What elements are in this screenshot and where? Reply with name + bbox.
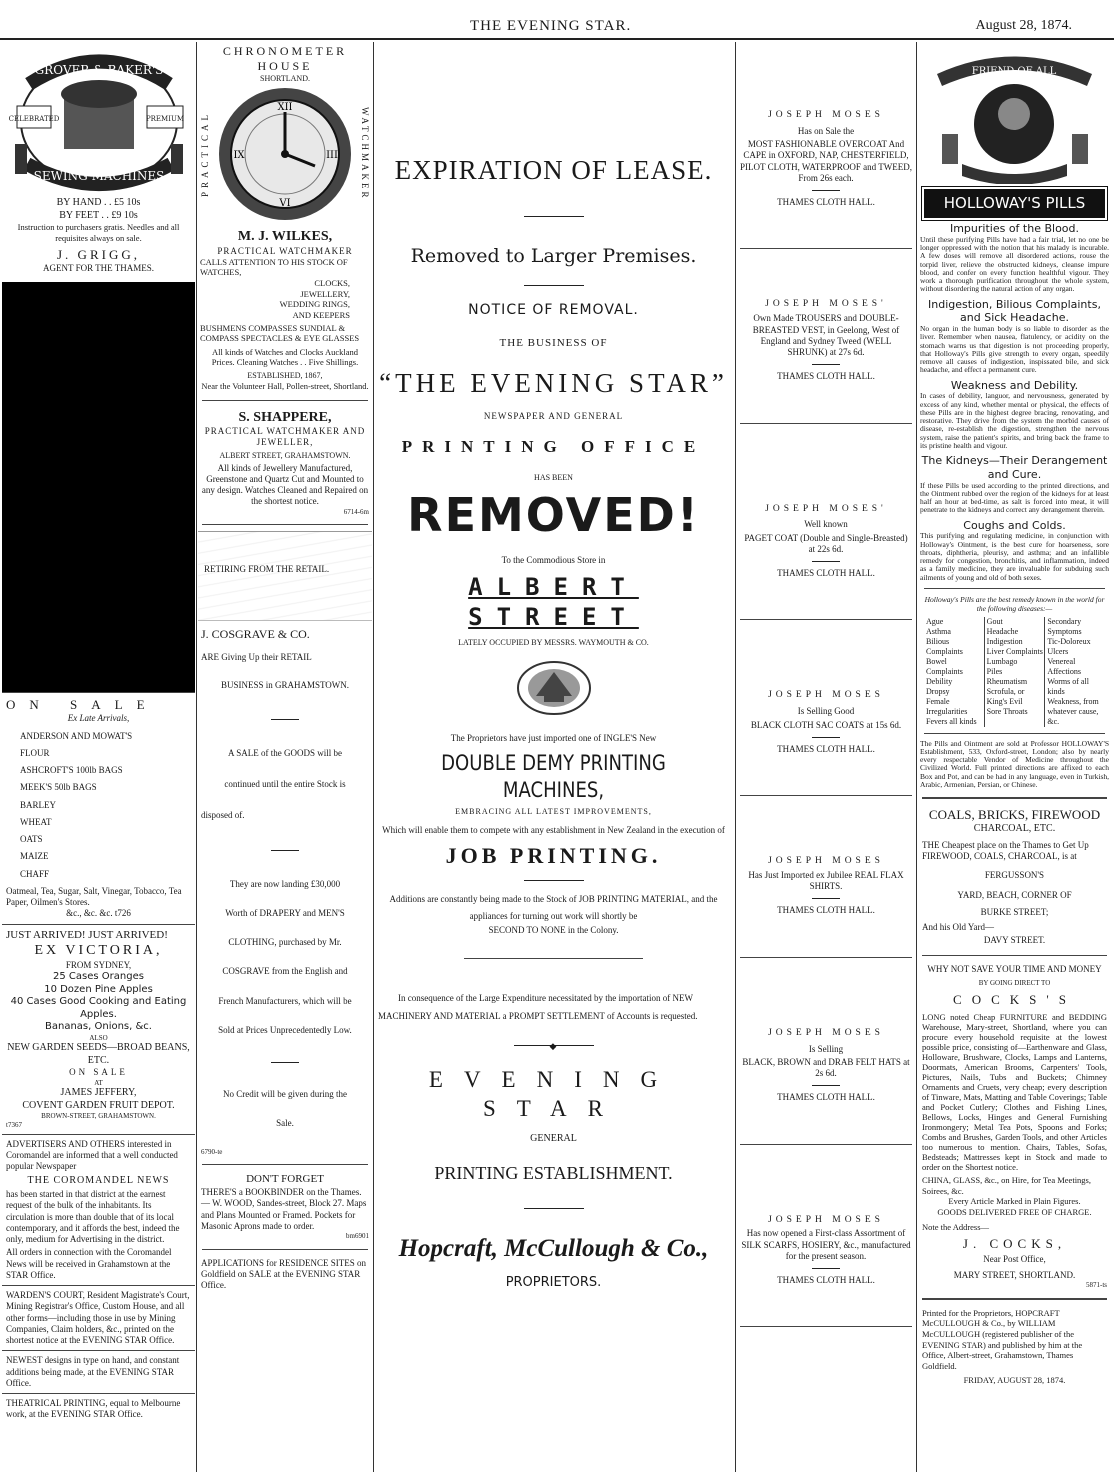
on-sale-title: ON SALE	[6, 697, 159, 712]
firm-name: Hopcraft, McCullough & Co.,	[398, 1235, 709, 1263]
rule	[812, 561, 840, 562]
printing-establishment: PRINTING ESTABLISHMENT.	[434, 1162, 673, 1183]
redacted-block	[2, 282, 195, 692]
rule	[524, 880, 584, 881]
coals-body: THE Cheapest place on the Thames to Get Up FIREWOOD, COALS, CHARCOAL, is at	[922, 839, 1089, 861]
consequence: In consequence of the Large Expenditure necessitated by the importation of NEW MACHINERY AND MATERIAL a PROMPT SETTLEMENT of Accounts is requested.	[378, 992, 698, 1021]
printing-office: PRINTING OFFICE	[401, 436, 706, 456]
moses-head: JOSEPH MOSES	[768, 1214, 884, 1225]
moses-head: JOSEPH MOSES	[768, 856, 884, 866]
additions: Additions are constantly being made to the Stock of JOB PRINTING MATERIAL, and the appliances for turning out work will shortly be	[389, 893, 718, 921]
victoria-code: t7367	[6, 1121, 22, 1129]
column-1	[2, 42, 195, 1472]
cos-line-13: Sale.	[276, 1118, 294, 1129]
disease-item: Gout	[986, 616, 1003, 626]
disease-item: Scrofula, or King's Evil	[986, 686, 1025, 706]
moses-ad	[737, 1215, 915, 1328]
victoria-line-4: Bananas, Onions, &c.	[45, 1021, 152, 1032]
coromandel-ad	[2, 1135, 195, 1286]
disease-item: Rheumatism	[986, 676, 1028, 686]
chronometer-ad	[198, 42, 372, 394]
wilkes-sub: PRACTICAL WATCHMAKER	[217, 245, 353, 256]
embracing: EMBRACING ALL LATEST IMPROVEMENTS,	[455, 806, 652, 816]
column-4	[737, 42, 915, 1472]
chrono-title: CHRONOMETER HOUSE	[222, 44, 348, 73]
svg-text:SEWING MACHINES: SEWING MACHINES	[33, 169, 164, 183]
kid-body: If these Pills be used according to the printed directions, and the Ointment rubbed over the region of the kidneys for at least half an hour at bed-time, as salt is forced into meat, it will penetrate to the kidneys and correct any derangement therein.	[920, 480, 1109, 515]
moses-foot: THAMES CLOTH HALL.	[777, 568, 875, 579]
moses-body: Has Just Imported ex Jubilee REAL FLAX SHIRTS.	[748, 869, 904, 892]
proprietors-import: The Proprietors have just imported one of INGLE'S New	[450, 733, 657, 743]
second-to-none: SECOND TO NONE in the Colony.	[488, 924, 619, 935]
disease-item: Ulcers	[1047, 646, 1069, 656]
disease-item: Female Irregularities	[926, 696, 968, 716]
adv-text: ADVERTISERS AND OTHERS interested in Coromandel are informed that a well conducted popular Newspaper	[6, 1138, 178, 1172]
disease-item: Venereal Affections	[1047, 656, 1081, 676]
victoria-line-1: 25 Cases Oranges	[53, 971, 144, 982]
victoria-also: ALSO	[89, 1033, 108, 1042]
notice-removal: NOTICE OF REMOVAL.	[468, 301, 639, 318]
wilkes-address: Near the Volunteer Hall, Pollen-street, Shortland.	[201, 381, 369, 391]
divider	[922, 1298, 1107, 1300]
masthead-title: THE EVENING STAR.	[470, 18, 632, 34]
weak-head: Weakness and Debility.	[950, 378, 1079, 392]
moses-foot: THAMES CLOTH HALL.	[777, 1092, 875, 1103]
weak-body: In cases of debility, languor, and nervousness, generated by excess of any kind, whether mental or physical, the effects of these Pills are in the highest degree bracing, renovating, and restorative. They drive from the system the morbid causes of disease, re-establish the digestion, strengthen the nervous system, raise the patient's spirits, and bring back the frame to its pristine health and vigour.	[920, 391, 1109, 450]
disease-item: Worms of all kinds	[1047, 676, 1089, 696]
moses-head: JOSEPH MOSES	[768, 110, 884, 120]
dont-forget: DON'T FORGET	[246, 1173, 324, 1186]
rule	[271, 850, 299, 851]
grigg-subtitle: AGENT FOR THE THAMES.	[42, 262, 154, 273]
shappere-name: S. SHAPPERE,	[238, 409, 332, 425]
cocks-ad	[918, 962, 1111, 1292]
on-sale-item: MEEK'S 50lb BAGS	[20, 782, 97, 793]
rule	[924, 588, 1105, 589]
warden-text: WARDEN'S COURT, Resident Magistrate's Court, Mining Registrar's Office, Custom House, and all other forms—including those in use by Mining Companies, Claim holders, &c., printed on the shortest notice at the EVENING STAR Office.	[6, 1290, 190, 1345]
svg-text:VI: VI	[279, 198, 291, 209]
list-intro: Holloway's Pills are the best remedy known in the world for the following diseases:—	[924, 594, 1105, 614]
ind-head: Indigestion, Bilious Complaints, and Sick Headache.	[928, 297, 1101, 325]
rule	[812, 1085, 840, 1086]
divider	[202, 400, 368, 401]
disease-item: Debility	[926, 676, 953, 686]
coals-ad	[918, 805, 1111, 949]
rule	[464, 958, 643, 959]
cough-body: This purifying and regulating medicine, in conjunction with Holloway's Ointment, is the best cure for hoarseness, sore throats, diphtheria, pleurisy, and asthma; and an infallible remedy for congestion, bronchitis, and inflammation, indeed as a family medicine, they are invaluable for subduing such ailments of young and old of both sexes.	[920, 531, 1109, 582]
divider	[740, 423, 912, 424]
on-sale-item: WHEAT	[20, 816, 52, 827]
rule	[271, 1062, 299, 1063]
on-sale-item: BARLEY	[20, 799, 56, 810]
victoria-line-2: 10 Dozen Pine Apples	[44, 983, 153, 995]
lately-occupied: LATELY OCCUPIED BY MESSRS. WAYMOUTH & CO.	[458, 637, 649, 647]
moses-sub: Has on Sale the	[797, 125, 855, 136]
disease-item: Tic-Doloreux	[1047, 636, 1091, 646]
job-printing: JOB PRINTING.	[445, 843, 662, 868]
disease-item: Bilious Complaints	[926, 636, 963, 656]
divider	[202, 1164, 368, 1165]
fergusson: FERGUSSON'S	[984, 870, 1045, 881]
davy: DAVY STREET.	[983, 935, 1046, 946]
cocks-name: J. COCKS,	[962, 1236, 1067, 1252]
divider	[740, 248, 912, 249]
diamond-rule: ◆	[514, 1045, 594, 1046]
moses-head: JOSEPH MOSES'	[765, 299, 887, 310]
victoria-ship: EX VICTORIA,	[34, 943, 163, 959]
moses-ad	[737, 504, 915, 621]
imp-body: Until these purifying Pills have had a fair trial, let no one be longer oppressed with the notion that his malady is incurable. A few doses will remove all disordered actions, rouse the torpid liver, relieve the obstructed kidneys, cleanse impure blood, and confer on every function healthful vigour. They work a thorough purification throughout the whole system, without disordering the natural action of any organ.	[920, 234, 1109, 294]
moses-head: JOSEPH MOSES	[768, 690, 884, 701]
cos-line-8: CLOTHING, purchased by Mr.	[228, 937, 342, 948]
rule	[812, 364, 840, 365]
moses-sub: Is Selling Good	[797, 706, 855, 717]
imprint-date: FRIDAY, AUGUST 28, 1874.	[963, 1375, 1066, 1386]
disease-col-c	[1044, 617, 1105, 727]
on-sale-ad	[2, 692, 195, 925]
divider	[740, 1144, 912, 1145]
cos-line-5: disposed of.	[201, 810, 245, 821]
to-store: To the Commodious Store in	[501, 554, 606, 565]
mary-street: MARY STREET, SHORTLAND.	[953, 1269, 1076, 1280]
disease-item: Ague	[926, 616, 944, 626]
bookbinder-code: bm6901	[346, 1232, 369, 1241]
shappere-sub: PRACTICAL WATCHMAKER AND JEWELLER,	[204, 426, 366, 448]
victoria-line-9: BROWN-STREET, GRAHAMSTOWN.	[41, 1112, 156, 1121]
every-article: Every Article Marked in Plain Figures.	[948, 1196, 1081, 1207]
divider	[740, 795, 912, 796]
moses-body: BLACK, BROWN and DRAB FELT HATS at 2s 6d.	[742, 1056, 910, 1078]
moses-ad	[737, 690, 915, 796]
moses-body: MOST FASHIONABLE OVERCOAT And CAPE in OXFORD, NAP, CHESTERFIELD, PILOT CLOTH, WATERPROOF and TWEED, From 26s each.	[740, 139, 912, 183]
cos-line-9: COSGRAVE from the English and	[222, 966, 348, 977]
wilkes-item: AND KEEPERS	[292, 309, 350, 320]
victoria-ad	[2, 925, 195, 1135]
on-sale-item: MAIZE	[20, 851, 49, 862]
shappere-ad	[198, 407, 372, 519]
shappere-code: 6714-6m	[343, 507, 369, 516]
moses-sub: Well known	[804, 519, 848, 530]
newspaper-general: NEWSPAPER AND GENERAL	[483, 410, 624, 421]
disease-item: Piles	[986, 666, 1003, 676]
column-divider	[916, 42, 917, 1472]
compete: Which will enable them to compete with any establishment in New Zealand in the execution of	[382, 824, 725, 835]
disease-item: Lumbago	[986, 656, 1018, 666]
svg-text:XII: XII	[277, 102, 293, 113]
on-sale-list	[6, 731, 191, 880]
divider	[740, 1326, 912, 1327]
moses-head: JOSEPH MOSES	[768, 1027, 884, 1038]
svg-text:GROVER & BAKER'S: GROVER & BAKER'S	[34, 63, 163, 77]
cos-line-7: Worth of DRAPERY and MEN'S	[225, 907, 345, 918]
rule	[524, 1208, 584, 1209]
expiration-heading: EXPIRATION OF LEASE.	[394, 155, 713, 185]
cos-line-12: No Credit will be given during the	[223, 1089, 347, 1100]
victoria-line-6: ON SALE	[69, 1067, 128, 1078]
divider	[202, 524, 368, 525]
moses-foot: THAMES CLOTH HALL.	[777, 905, 875, 916]
removed-big: REMOVED!	[407, 488, 700, 542]
chrono-right-vertical: WATCHMAKER	[360, 107, 370, 201]
newest-ad	[2, 1351, 195, 1394]
wilkes-item: CLOCKS,	[314, 278, 350, 288]
cocks-name-big: COCKS'S	[953, 991, 1076, 1007]
kid-head: The Kidneys—Their Derangement and Cure.	[921, 454, 1108, 481]
moses-body: BLACK CLOTH SAC COATS at 15s 6d.	[750, 719, 902, 730]
torn-paper-area	[198, 531, 372, 621]
rule	[812, 190, 840, 191]
general-word: GENERAL	[530, 1133, 577, 1145]
coat-of-arms-emblem	[514, 658, 594, 718]
wilkes-item: JEWELLERY,	[300, 288, 350, 299]
divider	[922, 797, 1107, 799]
column-2	[198, 42, 372, 1472]
cos-line-4: continued until the entire Stock is	[224, 779, 346, 790]
divider	[740, 957, 912, 958]
grigg-instruction: Instruction to purchasers gratis. Needles and all requisites always on sale.	[17, 222, 180, 243]
cos-line-3: A SALE of the GOODS will be	[228, 747, 342, 758]
applications-ad	[198, 1256, 372, 1294]
holloway-ad	[918, 42, 1111, 791]
price-by-hand: BY HAND . . £5 10s	[56, 197, 141, 209]
rule	[924, 733, 1105, 734]
disease-item: Asthma	[926, 626, 951, 636]
cosgrave-name: J. COSGRAVE & CO.	[201, 627, 310, 642]
wilkes-items	[200, 278, 370, 321]
near-post-office: Near Post Office,	[983, 1254, 1046, 1265]
rule	[812, 1268, 840, 1269]
wilkes-name: M. J. WILKES,	[237, 229, 333, 244]
cos-line-6: They are now landing £30,000	[229, 878, 341, 889]
theatrical-text: THEATRICAL PRINTING, equal to Melbourne work, at the EVENING STAR Office.	[6, 1398, 181, 1420]
rule	[524, 285, 584, 286]
disease-list	[924, 617, 1105, 727]
victoria-line-8: COVENT GARDEN FRUIT DEPOT.	[22, 1099, 175, 1111]
cough-head: Coughs and Colds.	[963, 518, 1066, 532]
burke: BURKE STREET;	[980, 906, 1049, 917]
holloway-banner: HOLLOWAY'S PILLS	[924, 189, 1105, 218]
imprint	[918, 1306, 1111, 1388]
warden-ad	[2, 1286, 195, 1351]
sold-text: The Pills and Ointment are sold at Professor HOLLOWAY'S Establishment, 533, Oxford-street, London; also by nearly every respectable Vendor of Medicine throughout the Civilized World. Full printed directions are affixed to each Box and Pot, and can be had in any language, even in Turkish, Arabic, Armenian, Persian, or Chinese.	[920, 738, 1109, 789]
victoria-line-3: 40 Cases Good Cooking and Eating Apples.	[10, 996, 187, 1020]
masthead	[0, 18, 1114, 40]
disease-item: Fevers all kinds	[926, 716, 977, 726]
disease-item: Dropsy	[926, 686, 950, 696]
on-sale-item: FLOUR	[20, 747, 50, 758]
grover-baker-ad	[2, 42, 195, 278]
moses-foot: THAMES CLOTH HALL.	[777, 371, 875, 382]
sewing-machine-logo	[9, 44, 189, 194]
masthead-rule	[0, 38, 1114, 40]
moses-ad	[737, 110, 915, 249]
wilkes-more: BUSHMENS COMPASSES SUNDIAL & COMPASS SPECTACLES & EYE GLASSES	[200, 322, 360, 344]
applications-body: APPLICATIONS for RESIDENCE SITES on Goldfield on SALE at the EVENING STAR Office.	[201, 1257, 367, 1291]
moses-body: Own Made TROUSERS and DOUBLE-BREASTED VEST, in Geelong, West of England and Sydney Tweed (WELL SHRUNK) at 27s 6d.	[752, 313, 900, 357]
victoria-line-5: NEW GARDEN SEEDS—BROAD BEANS, ETC.	[7, 1042, 190, 1066]
friend-of-all-logo	[922, 44, 1107, 184]
albert-street: ALBERT STREET	[468, 572, 639, 631]
old-yard: And his Old Yard—	[922, 922, 995, 932]
cos-code: 6790-te	[201, 1147, 223, 1156]
victoria-line-7: JAMES JEFFERY,	[60, 1087, 137, 1099]
rule	[524, 216, 584, 217]
disease-col-a	[924, 617, 984, 727]
disease-item: Weakness, from whatever cause, &c.	[1047, 696, 1099, 726]
on-sale-misc: Oatmeal, Tea, Sugar, Salt, Vinegar, Tobacco, Tea Paper, Oilmen's Stores.	[6, 885, 182, 907]
moses-foot: THAMES CLOTH HALL.	[777, 1275, 875, 1286]
moses-body: PAGET COAT (Double and Single-Breasted) at 22s 6d.	[744, 532, 908, 554]
on-sale-item: ASHCROFT'S 100lb BAGS	[20, 765, 123, 775]
cosgrave-ad	[198, 621, 372, 1158]
by-going: BY GOING DIRECT TO	[978, 978, 1051, 987]
price-by-feet: BY FEET . . £9 10s	[59, 209, 138, 221]
shappere-body: All kinds of Jewellery Manufactured, Greenstone and Quartz Cut and Mounted to any design. Watches Cleaned and Repaired on the shortest notice.	[201, 462, 369, 507]
cos-line-11: Sold at Prices Unprecedentedly Low.	[218, 1024, 352, 1035]
clock-icon	[215, 84, 355, 224]
disease-item: Secondary Symptoms	[1047, 616, 1082, 636]
china: CHINA, GLASS, &c., on Hire, for Tea Meetings, Soirees, &c.	[922, 1175, 1091, 1196]
moses-foot: THAMES CLOTH HALL.	[777, 743, 875, 754]
proprietors-label: PROPRIETORS.	[505, 1274, 602, 1290]
column-5	[918, 42, 1111, 1472]
moses-ad	[737, 856, 915, 958]
disease-item: Headache	[986, 626, 1019, 636]
divider	[202, 1249, 368, 1250]
moses-body: Has now opened a First-class Assortment of SILK SCARFS, HOSIERY, &c., manufactured for the present season.	[741, 1228, 911, 1261]
svg-text:PREMIUM: PREMIUM	[145, 115, 184, 123]
double-demy: DOUBLE DEMY PRINTING MACHINES,	[441, 751, 666, 802]
moses-ad	[737, 299, 915, 423]
bookbinder-ad	[198, 1171, 372, 1243]
bookbinder-body: THERE'S a BOOKBINDER on the Thames. — W. WOOD, Sandes-street, Block 27. Maps and Plans Mounted or Framed. Pockets for Masonic Aprons made to order.	[201, 1187, 367, 1231]
on-sale-item: ANDERSON AND MOWAT'S	[20, 730, 133, 741]
cos-line-1: ARE Giving Up their RETAIL	[201, 652, 312, 663]
coals-head: COALS, BRICKS, FIREWOOD	[928, 807, 1101, 822]
on-sale-item: CHAFF	[20, 868, 50, 879]
yard: YARD, BEACH, CORNER OF	[957, 889, 1072, 900]
removed-larger: Removed to Larger Premises.	[410, 244, 697, 267]
moses-ad	[737, 1028, 915, 1145]
cocks-body: LONG noted Cheap FURNITURE and BEDDING Warehouse, Mary-street, Shortland, where you can procure every household requisite at the lowest possible price, consisting of—Earthenware and Glass, Holloware, Brushware, Clocks, Lamps and Lanterns, Doormats, American Brooms, Carpenters' Tools, Pictures, Nails, Tubs and Buckets; Chimney Ornaments and Cruets, very cheap; every description of Tinware, Mats, Matting and Table Coverings; Table and Pocket Cutlery; Clothes and Fishing Lines, Bellows, Locks, Hinges and General Furnishing Ironmongery; Metal Tea Pots, Spoons and Forks; Combs and Brushes, Garden Tools, and other Articles too numerous to mention. Chairs, Tables, Sofas, Bedsteads; Mattresses kept in Stock and made to order on the Shortest notice.	[922, 1011, 1107, 1172]
adv-text-3: All orders in connection with the Coromandel News will be received in Grahamstown at the STAR Office.	[6, 1247, 172, 1280]
disease-item: Indigestion	[986, 636, 1023, 646]
divider	[740, 619, 912, 620]
chrono-place: SHORTLAND.	[260, 74, 310, 83]
disease-item: Sore Throats	[986, 706, 1028, 716]
rule	[812, 737, 840, 738]
adv-paper: THE COROMANDEL NEWS	[27, 1174, 170, 1186]
column-divider	[735, 42, 736, 1472]
rule	[271, 719, 299, 720]
has-been: HAS BEEN	[534, 473, 573, 482]
note-address: Note the Address—	[922, 1221, 990, 1232]
imprint-text: Printed for the Proprietors, HOPCRAFT McCULLOUGH & Co., by WILLIAM McCULLOUGH (registered publisher of the EVENING STAR) and published by him at the Office, Albert-street, Grahamstown, Thames Goldfield.	[922, 1307, 1083, 1371]
chrono-left-vertical: PRACTICAL	[200, 110, 210, 197]
on-sale-sub: Ex Late Arrivals,	[67, 713, 130, 724]
disease-item: Bowel Complaints	[926, 656, 963, 676]
wilkes-est: ESTABLISHED, 1867,	[247, 371, 323, 380]
svg-text:III: III	[326, 150, 338, 161]
wilkes-repair: All kinds of Watches and Clocks Auckland Prices. Cleaning Watches . . Five Shillings.	[211, 346, 359, 368]
disease-col-b	[984, 617, 1045, 727]
es-big: EVENING STAR	[428, 1066, 679, 1121]
retiring-head: RETIRING FROM THE RETAIL.	[204, 564, 330, 575]
moses-head: JOSEPH MOSES'	[765, 503, 887, 514]
moses-sub: Is Selling	[808, 1043, 844, 1054]
on-sale-item: OATS	[20, 834, 43, 844]
on-sale-etc: &c., &c. &c. t726	[66, 908, 131, 919]
victoria-head: JUST ARRIVED! JUST ARRIVED!	[6, 928, 168, 941]
rule	[812, 898, 840, 899]
shappere-address: ALBERT STREET, GRAHAMSTOWN.	[219, 450, 351, 460]
theatrical-ad	[2, 1394, 195, 1425]
masthead-date: August 28, 1874.	[975, 18, 1072, 33]
svg-text:IX: IX	[233, 150, 245, 161]
cos-line-2: BUSINESS in GRAHAMSTOWN.	[220, 679, 350, 690]
adv-text-2: has been started in that district at the earnest request of the bulk of the inhabitants. Its circulation is more than double that of its local contemporary, and it affords the best, indeed the only, medium for Advertising in the district.	[6, 1189, 180, 1244]
goods-delivered: GOODS DELIVERED FREE OF CHARGE.	[937, 1206, 1092, 1217]
imp-head: Impurities of the Blood.	[949, 222, 1080, 235]
evening-star-name: “THE EVENING STAR”	[379, 367, 728, 398]
column-divider	[196, 42, 197, 1472]
ind-body: No organ in the human body is so liable to disorder as the liver. Remember when nausea, flatulency, or acidity on the stomach warns us that digestion is not proceeding properly, that Holloway's Pills give strength to every organ, speedily remove all causes of indigestion, inspissated bile, and sick headache, and effect a permanent cure.	[920, 324, 1109, 375]
business-of: THE BUSINESS OF	[499, 337, 608, 349]
victoria-at: AT	[94, 1078, 103, 1087]
grigg-name: J. GRIGG,	[57, 246, 140, 262]
why-head: WHY NOT SAVE YOUR TIME AND MONEY	[927, 963, 1102, 974]
divider	[922, 955, 1107, 956]
cocks-code: 5871-ts	[1086, 1280, 1107, 1289]
moses-foot: THAMES CLOTH HALL.	[777, 197, 875, 208]
svg-text:CELEBRATED: CELEBRATED	[8, 115, 59, 123]
svg-text:FRIEND OF ALL: FRIEND OF ALL	[971, 66, 1057, 77]
newest-text: NEWEST designs in type on hand, and constant additions being made, at the EVENING STAR Office.	[6, 1355, 180, 1388]
cos-line-10: French Manufacturers, which will be	[218, 995, 352, 1006]
column-3	[374, 42, 733, 1472]
charcoal: CHARCOAL, ETC.	[973, 823, 1056, 835]
disease-item: Liver Complaints	[986, 646, 1043, 656]
victoria-from: FROM SYDNEY,	[65, 959, 132, 970]
wilkes-item: WEDDING RINGS,	[279, 299, 350, 310]
wilkes-calls: CALLS ATTENTION TO HIS STOCK OF WATCHES,	[200, 256, 348, 278]
